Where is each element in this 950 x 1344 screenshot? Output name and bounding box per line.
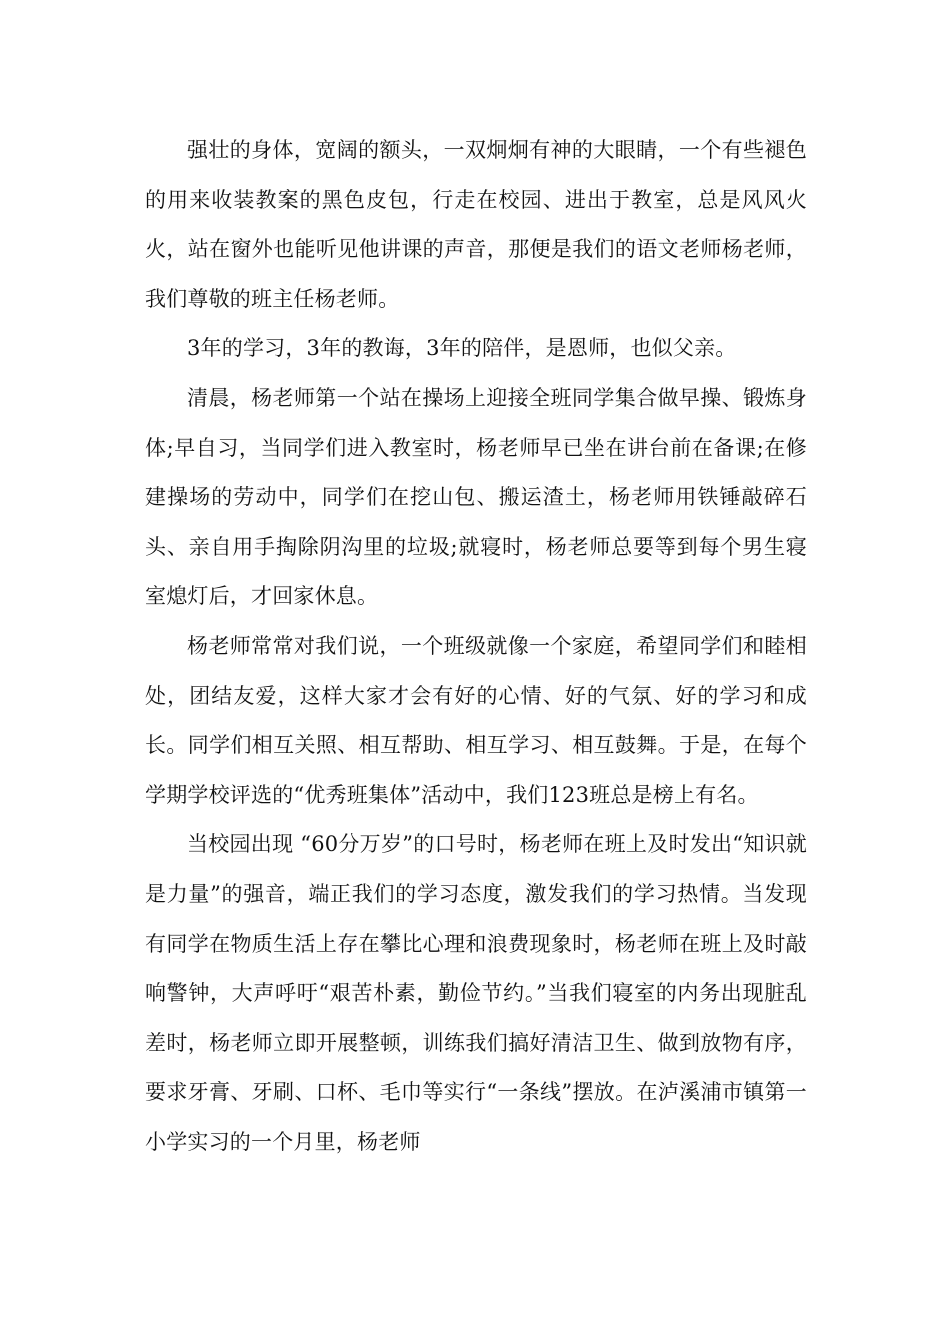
paragraph-3: 清晨，杨老师第一个站在操场上迎接全班同学集合做早操、锻炼身体;早自习，当同学们进入教室时，杨老师早已坐在讲台前在备课;在修建操场的劳动中，同学们在挖山包、搬运渣土，杨老师用铁锤敲碎石头、亲自用手掏除阴沟里的垃圾;就寝时，杨老师总要等到每个男生寝室熄灯后，才回家休息。 (145, 385, 807, 609)
paragraph-2: 3年的学习，3年的教诲，3年的陪伴，是恩师，也似父亲。 (187, 336, 737, 361)
paragraph-1: 强壮的身体，宽阔的额头，一双炯炯有神的大眼睛，一个有些褪色的用来收装教案的黑色皮包，行走在校园、进出于教室，总是风风火火，站在窗外也能听见他讲课的声音，那便是我们的语文老师杨老师，我们尊敬的班主任杨老师。 (145, 138, 807, 311)
paragraph-4: 杨老师常常对我们说，一个班级就像一个家庭，希望同学们和睦相处，团结友爱，这样大家才会有好的心情、好的气氛、好的学习和成长。同学们相互关照、相互帮助、相互学习、相互鼓舞。于是，在每个学期学校评选的“优秀班集体”活动中，我们123班总是榜上有名。 (145, 633, 807, 807)
document-body (145, 126, 807, 1167)
paragraph-5: 当校园出现 “60分万岁”的口号时，杨老师在班上及时发出“知识就是力量”的强音，端正我们的学习态度，激发我们的学习热情。当发现有同学在物质生活上存在攀比心理和浪费现象时，杨老师在班上及时敲响警钟，大声呼吁“艰苦朴素，勤俭节约。”当我们寝室的内务出现脏乱差时，杨老师立即开展整顿，训练我们搞好清洁卫生、做到放物有序，要求牙膏、牙刷、口杯、毛巾等实行“一条线”摆放。在泸溪浦市镇第一小学实习的一个月里，杨老师 (145, 832, 807, 1154)
